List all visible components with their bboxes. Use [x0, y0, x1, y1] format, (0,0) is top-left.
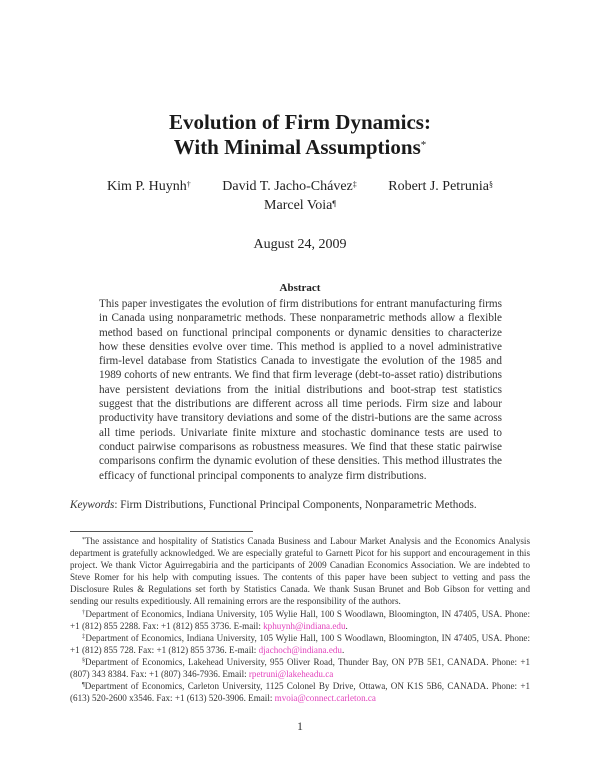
footnote: †Department of Economics, Indiana University, 105 Wylie Hall, 100 S Woodlawn, Bloomington, IN 47405, USA. Phone: +1 (812) 855 2288. Fax: +1 (812) 855 3736. E-mail: kphuynh@indiana.edu. [70, 608, 530, 631]
paper-title [0, 110, 600, 160]
author-list [0, 177, 600, 215]
abstract-body: This paper investigates the evolution of firm distributions for entrant manufacturing firms in Canada using nonparametric methods. These nonparametric methods allow a flexible method based on functional principal components or dynamic densities to characterize how these densities evolve over time. This method is applied to a novel administrative firm-level database from Statistics Canada to investigate the evolution of the 1985 and 1989 cohorts of new entrants. We find that firm leverage (debt-to-asset ratio) distributions have persistent deviations from the initial distributions and boot-strap test statistics suggest that the distributions are different across all time periods. Firm size and labour productivity have transitory deviations and some of the distri-butions are the same across all time periods. Univariate finite mixture and stochastic dominance tests are used to conduct pairwise comparisons as robustness measures. We find that these static pairwise comparisons confirm the dynamic evolution of these densities. This method illustrates the efficacy of functional principal components to analyze firm distributions. [99, 298, 502, 482]
keywords-label: Keywords [70, 499, 115, 511]
author-footnote-mark[interactable]: ‡ [352, 180, 357, 189]
author-footnote-mark[interactable]: ¶ [332, 199, 336, 208]
email-link[interactable]: rpetruni@lakeheadu.ca [248, 669, 334, 680]
email-link[interactable]: mvoia@connect.carleton.ca [274, 693, 376, 704]
paper-date: August 24, 2009 [253, 237, 347, 252]
footnote-rule [70, 531, 253, 532]
title-line-2: With Minimal Assumptions* [173, 135, 427, 159]
author-footnote-mark[interactable]: † [186, 180, 191, 189]
author-footnote-mark[interactable]: § [488, 180, 493, 189]
author: Robert J. Petrunia§ [388, 179, 493, 194]
author: Kim P. Huynh† [107, 179, 191, 194]
footnote: *The assistance and hospitality of Statistics Canada Business and Labour Market Analysis and the Economics Analysis department is gratefully acknowledged. We are especially grateful to Garnett Picot for his support and encouragement in this project. We thank Victor Aguirregabiria and the participants of 2009 Canadian Economics Association. We are indebted to Steve Romer for his help with computing issues. The contents of this paper have been subject to vetting and pass the Disclosure Rules & Regulations set forth by Statistics Canada. We thank Susan Brunet and Bob Gibson for vetting and sending our results expeditiously. All remaining errors are the responsibility of the authors. [70, 536, 530, 607]
footnote: ‡Department of Economics, Indiana University, 105 Wylie Hall, 100 S Woodlawn, Bloomington, IN 47405, USA. Phone: +1 (812) 855 728. Fax: +1 (812) 855 3736. E-mail: djachoch@indiana.edu. [70, 632, 530, 655]
title-footnote-mark[interactable]: * [420, 139, 427, 151]
title-line-1: Evolution of Firm Dynamics: [169, 110, 431, 134]
author: David T. Jacho-Chávez‡ [222, 179, 357, 194]
footnote: §Department of Economics, Lakehead University, 955 Oliver Road, Thunder Bay, ON P7B 5E1, CANADA. Phone: +1 (807) 343 8384. Fax: +1 (807) 346-7936. Email: rpetruni@lakeheadu.ca [70, 656, 530, 680]
footnotes [70, 535, 530, 704]
keywords-list: : Firm Distributions, Functional Principal Components, Nonparametric Methods. [114, 499, 477, 511]
abstract-heading: Abstract [279, 282, 321, 294]
footnote: ¶Department of Economics, Carleton University, 1125 Colonel By Drive, Ottawa, ON K1S 5B6, CANADA. Phone: +1 (613) 520-2600 x3546. Fax: +1 (613) 520-3906. Email: mvoia@connect.carleton.ca [70, 681, 530, 704]
email-link[interactable]: kphuynh@indiana.edu [263, 620, 346, 631]
keywords [70, 498, 540, 512]
page-number: 1 [297, 719, 303, 733]
email-link[interactable]: djachoch@indiana.edu [258, 644, 342, 655]
author: Marcel Voia¶ [264, 198, 336, 213]
